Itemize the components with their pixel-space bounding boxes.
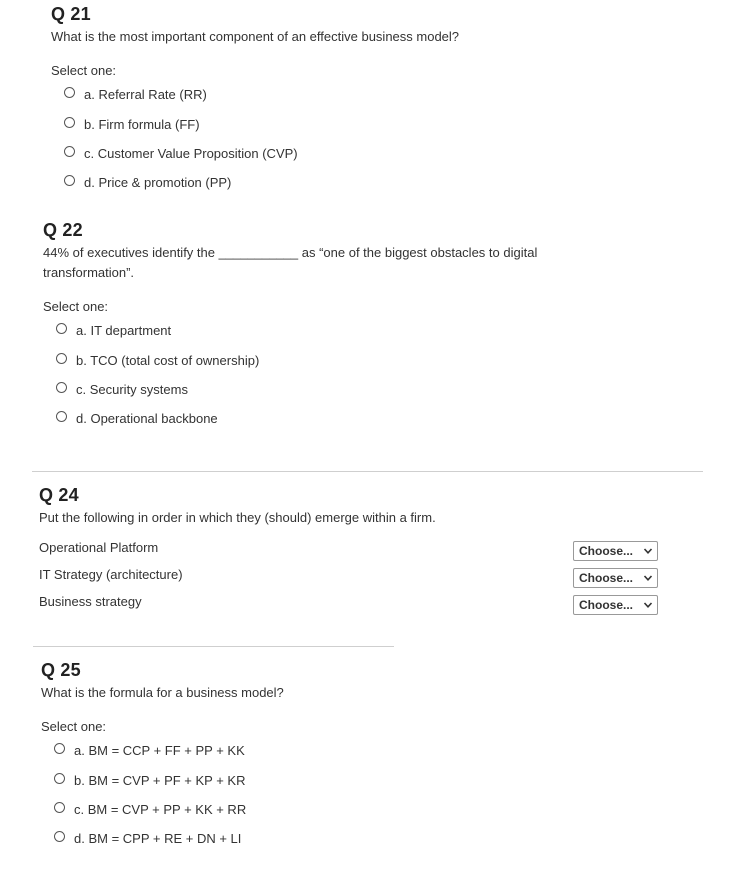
q22-select-one-label: Select one: — [43, 299, 109, 314]
radio-button[interactable] — [56, 353, 67, 364]
section-divider — [33, 646, 394, 647]
option-label: a. IT department — [76, 323, 172, 338]
q21-option-c[interactable] — [64, 146, 298, 161]
radio-button[interactable] — [54, 831, 65, 842]
q22-title: Q 22 — [43, 220, 83, 240]
radio-button[interactable] — [64, 117, 75, 128]
option-label: b. Firm formula (FF) — [84, 117, 200, 132]
q25-title: Q 25 — [41, 660, 81, 680]
q21-option-b[interactable] — [64, 117, 200, 132]
q25-option-b[interactable] — [54, 773, 246, 788]
select-value: Choose... — [579, 544, 634, 558]
q21-option-d[interactable] — [64, 175, 231, 190]
chevron-down-icon — [643, 546, 653, 556]
select-value: Choose... — [579, 598, 634, 612]
q22-question-line1: 44% of executives identify the ___________ as “one of the biggest obstacles to digital — [43, 245, 538, 260]
radio-button[interactable] — [54, 773, 65, 784]
q24-order-select-1[interactable] — [573, 541, 658, 561]
section-divider — [32, 471, 703, 472]
q21-title: Q 21 — [51, 4, 91, 24]
q22-option-c[interactable] — [56, 382, 188, 397]
q24-item-label-1: Operational Platform — [39, 540, 159, 555]
radio-button[interactable] — [64, 175, 75, 186]
q25-question-text: What is the formula for a business model? — [41, 685, 284, 700]
q24-title: Q 24 — [39, 485, 79, 505]
q24-item-label-3: Business strategy — [39, 594, 142, 609]
radio-button[interactable] — [64, 146, 75, 157]
option-label: d. Price & promotion (PP) — [84, 175, 232, 190]
radio-button[interactable] — [54, 802, 65, 813]
q22-option-b[interactable] — [56, 353, 259, 368]
q25-option-c[interactable] — [54, 802, 246, 817]
option-label: c. Customer Value Proposition (CVP) — [84, 146, 298, 161]
q24-item-label-2: IT Strategy (architecture) — [39, 567, 183, 582]
radio-button[interactable] — [56, 411, 67, 422]
option-label: c. BM = CVP + PP + KK + RR — [74, 802, 247, 817]
option-label: c. Security systems — [76, 382, 188, 397]
select-value: Choose... — [579, 571, 634, 585]
q25-select-one-label: Select one: — [41, 719, 107, 734]
q22-question-line2: transformation”. — [43, 265, 135, 280]
option-label: a. Referral Rate (RR) — [84, 87, 207, 102]
q25-option-d[interactable] — [54, 831, 241, 846]
chevron-down-icon — [643, 573, 653, 583]
radio-button[interactable] — [64, 87, 75, 98]
q21-question-text: What is the most important component of an effective business model? — [51, 29, 460, 44]
q25-option-a[interactable] — [54, 743, 245, 758]
option-label: a. BM = CCP + FF + PP + KK — [74, 743, 245, 758]
q24-order-select-2[interactable] — [573, 568, 658, 588]
radio-button[interactable] — [56, 382, 67, 393]
radio-button[interactable] — [56, 323, 67, 334]
radio-button[interactable] — [54, 743, 65, 754]
q21-select-one-label: Select one: — [51, 63, 117, 78]
option-label: b. BM = CVP + PF + KP + KR — [74, 773, 246, 788]
q22-option-d[interactable] — [56, 411, 218, 426]
option-label: d. BM = CPP + RE + DN + LI — [74, 831, 242, 846]
option-label: d. Operational backbone — [76, 411, 218, 426]
q22-option-a[interactable] — [56, 323, 171, 338]
chevron-down-icon — [643, 600, 653, 610]
q24-question-text: Put the following in order in which they (should) emerge within a firm. — [39, 510, 436, 525]
q24-order-select-3[interactable] — [573, 595, 658, 615]
option-label: b. TCO (total cost of ownership) — [76, 353, 260, 368]
q21-option-a[interactable] — [64, 87, 207, 102]
